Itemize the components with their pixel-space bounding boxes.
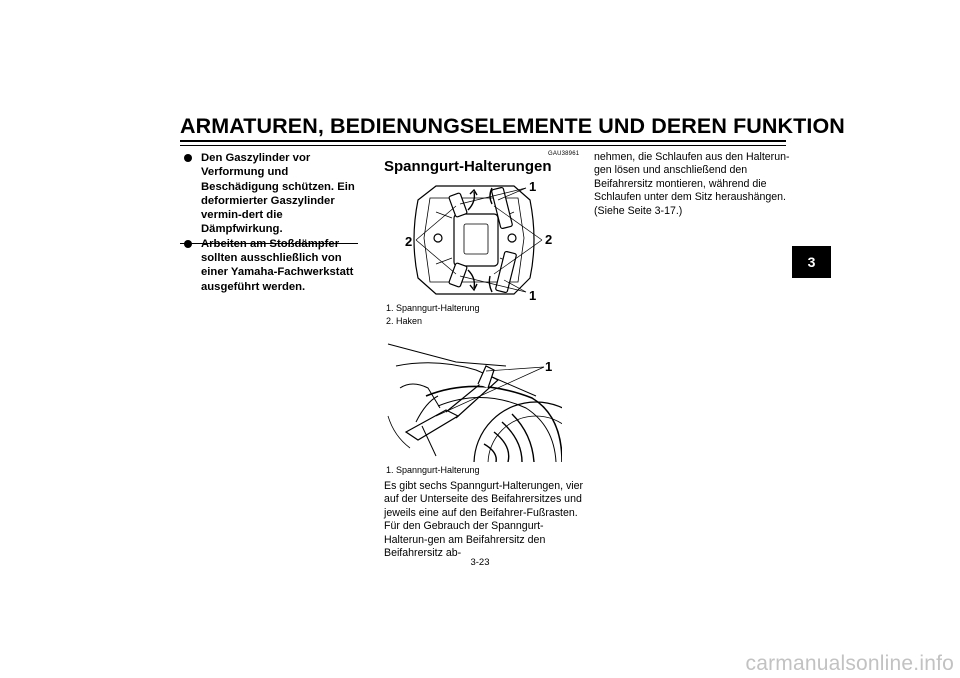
- caution-list: [184, 151, 364, 294]
- callout-1-bottom: 1: [529, 288, 537, 302]
- bullet-icon: [184, 154, 192, 162]
- figure1-caption-1: 1. Spanngurt-Halterung: [386, 303, 480, 313]
- figure2-caption-1: 1. Spanngurt-Halterung: [386, 465, 480, 475]
- title-rule-thick: [180, 140, 786, 142]
- section-heading: Spanngurt-Halterungen: [384, 158, 552, 175]
- callout-1-top: 1: [529, 179, 537, 194]
- figure1-caption-2: 2. Haken: [386, 316, 423, 326]
- caution-text: Den Gaszylinder vor Verformung und Beschädigung schützen. Ein deformierter Gaszylinder vermin-dert die Dämpfwirkung.: [201, 152, 355, 236]
- page-title: ARMATUREN, BEDIENUNGSELEMENTE UND DEREN FUNKTION: [180, 114, 845, 138]
- callout-2-left: 2: [405, 234, 413, 249]
- caution-text: sollten ausschließlich von einer Yamaha-Fachwerkstatt ausgeführt werden.: [201, 252, 354, 293]
- body-paragraph: Es gibt sechs Spanngurt-Halterungen, vier auf der Unterseite des Beifahrersitzes und jeweils eine auf den Beifahrer-Fußrasten. Für den Gebrauch der Spanngurt-Halterun-gen am Beifahrersitz den Beifahrersitz ab-: [384, 480, 584, 560]
- callout-2-right: 2: [545, 232, 553, 247]
- watermark: carmanualsonline.info: [745, 652, 954, 675]
- figure1-callouts: [396, 178, 562, 302]
- caution-item: [184, 151, 364, 237]
- callout-1: 1: [545, 359, 553, 374]
- section-code: GAU38961: [548, 151, 580, 157]
- title-rule-thin: [180, 145, 786, 146]
- body-paragraph-continued: nehmen, die Schlaufen aus den Halterun-gen lösen und anschließend den Beifahrersitz montieren, während die Schlaufen unter dem Sitz heraushängen. (Siehe Seite 3-17.): [594, 151, 790, 217]
- figure2-callouts: [386, 336, 562, 462]
- section-end-rule: [180, 243, 358, 244]
- page-number: 3-23: [470, 557, 490, 568]
- caution-item: [184, 237, 364, 294]
- chapter-tab[interactable]: 3: [792, 246, 831, 278]
